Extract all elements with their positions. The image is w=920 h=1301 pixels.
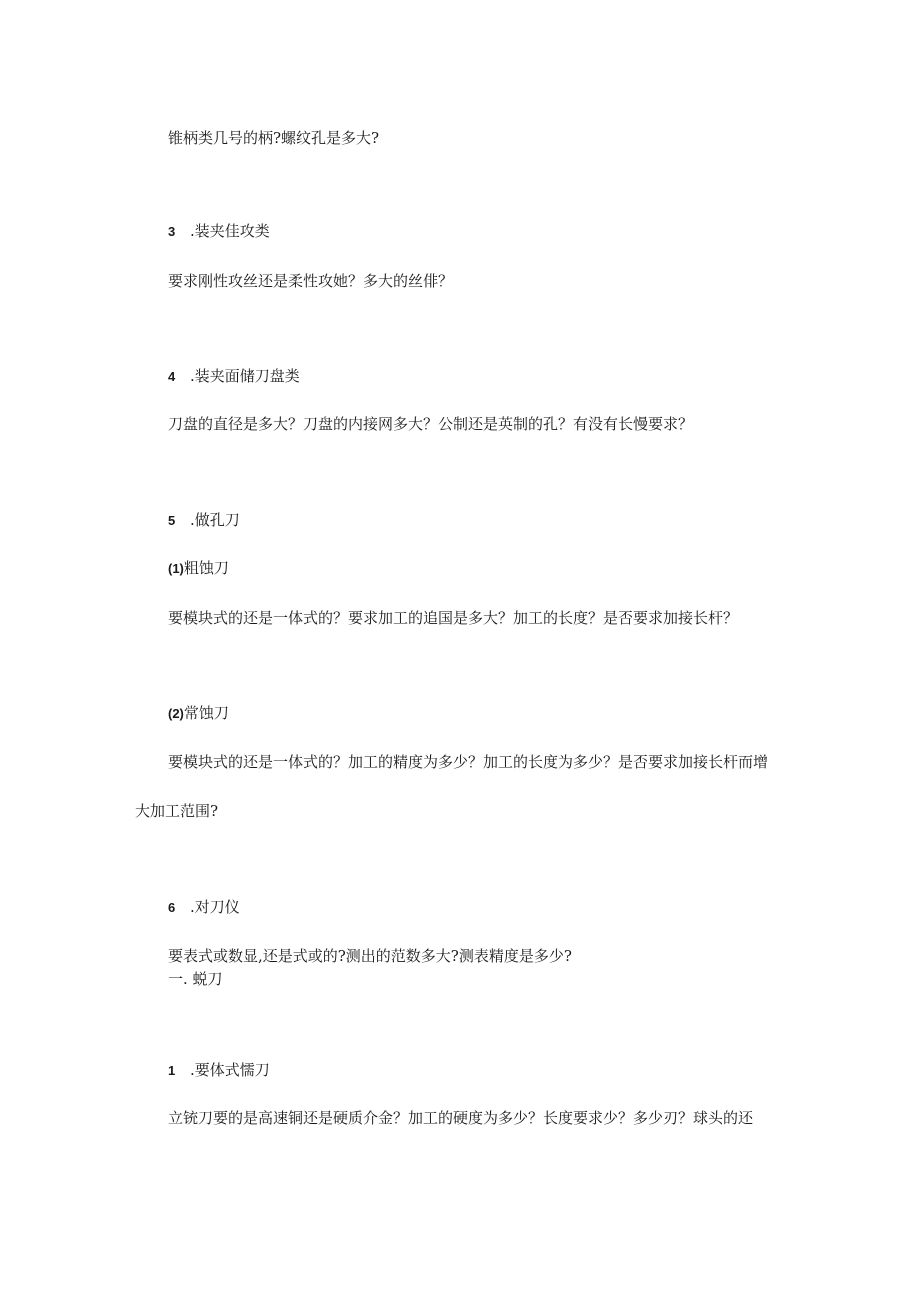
heading-4 [168,366,300,387]
heading-1-text: .要体式懦刀 [190,1061,270,1079]
section-heading-milling: 一. 蜕刀 [168,970,223,988]
paragraph-fine-boring-line2: 大加工范围? [135,802,219,820]
heading-4-text: .装夹面储刀盘类 [190,367,300,385]
subheading-2 [168,703,229,724]
paragraph-tool-presetter: 要表式或数显,还是式或的?测出的范数多大?测表精度是多少? [168,947,572,965]
heading-5-text: .做孔刀 [190,511,240,529]
heading-6-number: 6 [168,900,176,915]
heading-3-text: .装夹佳攻类 [190,222,270,240]
paragraph-end-mill: 立铳刀要的是高速铜还是硬质介金？加工的硬度为多少？长度要求少？多少刃？球头的还 [168,1109,754,1127]
heading-5 [168,510,240,531]
paragraph-rough-boring: 要模块式的还是一体式的？要求加工的追国是多大？加工的长度？是否要求加接长杆？ [168,609,739,627]
subheading-1-text: 粗蚀刀 [183,559,229,577]
subheading-1-number: (1) [168,561,184,576]
heading-5-number: 5 [168,513,176,528]
heading-1-number: 1 [168,1063,176,1078]
heading-1 [168,1060,270,1081]
heading-4-number: 4 [168,369,176,384]
paragraph-fine-boring-line1: 要模块式的还是一体式的？加工的精度为多少？加工的长度为多少？是否要求加接长杆而增 [168,753,769,771]
subheading-1 [168,558,229,579]
heading-3 [168,221,270,242]
paragraph-cutter-disc: 刀盘的直径是多大？刀盘的内接网多大？公制还是英制的孔？有没有长慢要求？ [168,415,694,433]
heading-6-text: .对刀仪 [190,898,240,916]
paragraph-taper-shank: 锥柄类几号的柄?螺纹孔是多大? [168,129,380,147]
subheading-2-number: (2) [168,706,184,721]
paragraph-tapping: 要求刚性攻丝还是柔性攻她？多大的丝俳？ [168,272,454,290]
heading-6 [168,897,240,918]
heading-3-number: 3 [168,224,176,239]
subheading-2-text: 常蚀刀 [183,704,229,722]
